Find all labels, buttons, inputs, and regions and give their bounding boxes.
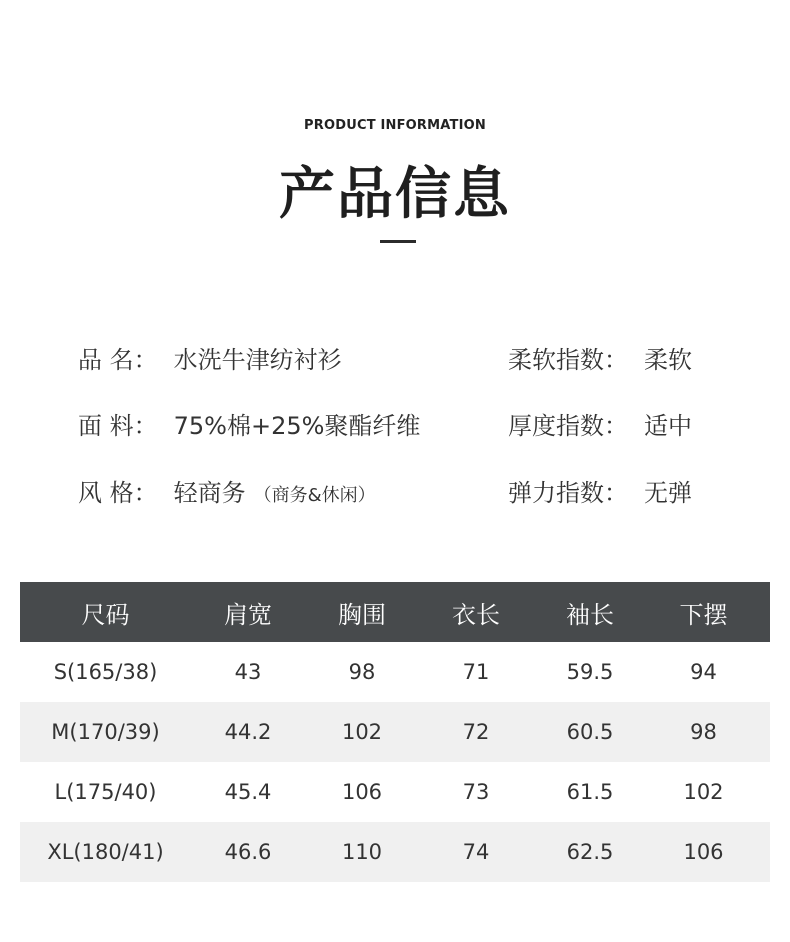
info-style-note: （商务&休闲） xyxy=(253,485,376,506)
info-style-label: 风 格： xyxy=(78,479,158,507)
table-row xyxy=(20,822,770,882)
title-divider xyxy=(380,240,416,243)
info-elasticity-label: 弹力指数： xyxy=(508,479,628,507)
header-hem: 下摆 xyxy=(679,600,728,629)
cell-chest: 102 xyxy=(341,720,383,744)
header-chest: 胸围 xyxy=(338,600,386,629)
info-elasticity-value: 无弹 xyxy=(644,479,692,507)
cell-shoulder: 45.4 xyxy=(224,780,272,804)
cell-hem: 102 xyxy=(683,780,724,804)
cell-hem: 98 xyxy=(690,720,717,744)
page-title: 产品信息 xyxy=(279,162,511,227)
table-row xyxy=(20,702,770,762)
section-eyebrow: PRODUCT INFORMATION xyxy=(304,118,486,133)
info-name xyxy=(78,340,342,375)
info-style-value xyxy=(174,473,376,508)
cell-hem: 94 xyxy=(690,660,717,684)
info-name-label: 品 名： xyxy=(78,346,158,374)
info-softness-label: 柔软指数： xyxy=(508,346,628,374)
header-shoulder: 肩宽 xyxy=(224,600,272,629)
cell-chest: 98 xyxy=(348,660,376,684)
cell-sleeve: 60.5 xyxy=(566,720,614,744)
header-size: 尺码 xyxy=(81,600,130,629)
cell-sleeve: 62.5 xyxy=(566,840,614,864)
cell-hem: 106 xyxy=(683,840,724,864)
header-length: 衣长 xyxy=(452,600,500,629)
cell-sleeve: 59.5 xyxy=(566,660,614,684)
info-elasticity xyxy=(508,473,692,508)
table-row xyxy=(20,762,770,822)
cell-shoulder: 43 xyxy=(234,660,262,684)
size-table xyxy=(20,582,770,942)
cell-size: S(165/38) xyxy=(53,660,158,684)
header-sleeve: 袖长 xyxy=(566,600,614,629)
cell-size: M(170/39) xyxy=(51,720,160,744)
cell-length: 74 xyxy=(462,840,490,864)
info-style xyxy=(78,473,376,508)
info-name-value: 水洗牛津纺衬衫 xyxy=(173,346,342,374)
info-style-main: 轻商务 xyxy=(173,479,246,507)
cell-chest: 106 xyxy=(341,780,383,804)
size-table-header xyxy=(20,582,770,642)
cell-shoulder: 44.2 xyxy=(224,720,272,744)
info-thickness-value: 适中 xyxy=(644,412,692,440)
info-thickness xyxy=(508,406,692,441)
info-fabric xyxy=(78,406,420,441)
info-thickness-label: 厚度指数： xyxy=(508,412,628,440)
info-fabric-label: 面 料： xyxy=(78,412,158,440)
table-row xyxy=(20,642,770,702)
cell-size: XL(180/41) xyxy=(47,840,164,864)
cell-shoulder: 46.6 xyxy=(224,840,272,864)
info-fabric-value: 75%棉+25%聚酯纤维 xyxy=(173,412,421,440)
info-softness xyxy=(508,340,692,375)
cell-length: 73 xyxy=(462,780,490,804)
cell-length: 72 xyxy=(462,720,490,744)
cell-length: 71 xyxy=(462,660,490,684)
cell-size: L(175/40) xyxy=(54,780,157,804)
info-softness-value: 柔软 xyxy=(644,346,692,374)
cell-sleeve: 61.5 xyxy=(566,780,614,804)
table-row-empty xyxy=(20,882,770,942)
cell-chest: 110 xyxy=(341,840,383,864)
